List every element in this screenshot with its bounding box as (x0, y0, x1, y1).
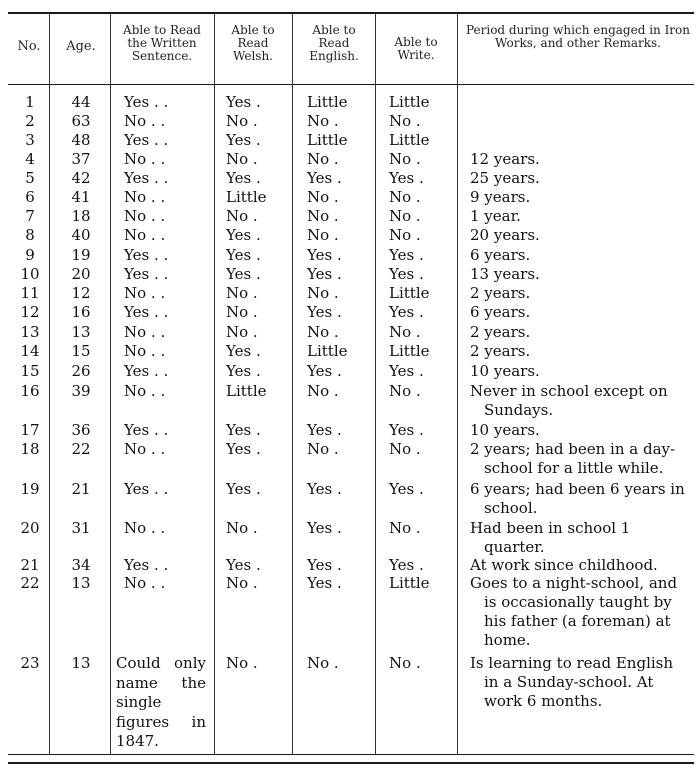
remark-line: 10 years. (470, 421, 540, 439)
row-read-welsh: Yes . (226, 556, 261, 574)
row-number: 8 (25, 226, 35, 244)
row-read-written: No . . (124, 112, 166, 130)
row-age: 13 (71, 323, 91, 341)
row-number: 15 (20, 362, 40, 380)
row-read-english: Yes . (307, 574, 342, 592)
row-write: No . (389, 112, 421, 130)
header-period: Period during which engaged in Iron Works, and other Remarks. (466, 23, 690, 50)
row-read-english: No . (307, 112, 339, 130)
row-write: No . (389, 207, 421, 225)
row-remarks (470, 207, 692, 226)
row-number: 6 (25, 188, 35, 206)
row-read-english: No . (307, 323, 339, 341)
remark-line: quarter. (484, 538, 545, 556)
row-read-english: Yes . (307, 303, 342, 321)
row-read-written: Could only name the single figures in 1847. (116, 654, 206, 750)
row-remarks (470, 246, 692, 265)
row-number: 20 (20, 519, 40, 537)
remark-line: school for a little while. (484, 459, 664, 477)
row-age: 39 (71, 382, 91, 400)
row-number: 4 (25, 150, 35, 168)
row-read-welsh: Little (226, 188, 267, 206)
row-read-english: Yes . (307, 169, 342, 187)
row-age: 63 (71, 112, 91, 130)
row-remarks (470, 382, 692, 420)
remark-line: 12 years. (470, 150, 540, 168)
row-number: 5 (25, 169, 35, 187)
row-read-welsh: No . (226, 323, 258, 341)
row-read-english: No . (307, 382, 339, 400)
row-write: Yes . (389, 556, 424, 574)
row-write: Yes . (389, 265, 424, 283)
row-number: 21 (20, 556, 40, 574)
row-read-welsh: Yes . (226, 421, 261, 439)
row-age: 40 (71, 226, 91, 244)
row-number: 12 (20, 303, 40, 321)
row-remarks (470, 421, 692, 440)
row-age: 41 (71, 188, 91, 206)
row-read-welsh: No . (226, 207, 258, 225)
row-read-written: No . . (124, 342, 166, 360)
remark-line: in a Sunday-school. At (484, 673, 654, 691)
row-read-written: Yes . . (124, 556, 169, 574)
row-read-written: Yes . . (124, 93, 169, 111)
row-write: Little (389, 574, 430, 592)
remark-line: school. (484, 499, 538, 517)
row-read-welsh: Yes . (226, 480, 261, 498)
row-read-written: No . . (124, 519, 166, 537)
row-read-english: Little (307, 342, 348, 360)
row-number: 19 (20, 480, 40, 498)
row-remarks (470, 574, 692, 650)
row-number: 14 (20, 342, 40, 360)
row-number: 10 (20, 265, 40, 283)
row-read-welsh: No . (226, 574, 258, 592)
row-read-welsh: Yes . (226, 362, 261, 380)
row-read-english: No . (307, 226, 339, 244)
row-write: Little (389, 342, 430, 360)
row-read-welsh: Yes . (226, 226, 261, 244)
row-remarks (470, 654, 692, 711)
row-read-written: No . . (124, 207, 166, 225)
remark-line: Goes to a night-school, and (470, 574, 678, 592)
remark-line: Never in school except on (470, 382, 668, 400)
row-read-welsh: No . (226, 303, 258, 321)
remark-line: 6 years. (470, 246, 531, 264)
row-read-english: No . (307, 188, 339, 206)
row-read-written: No . . (124, 574, 166, 592)
remark-line: 2 years. (470, 342, 531, 360)
row-remarks (470, 169, 692, 188)
row-number: 1 (25, 93, 35, 111)
row-write: Yes . (389, 362, 424, 380)
row-write: Little (389, 131, 430, 149)
row-age: 13 (71, 654, 91, 672)
header-read-english: Able to Read English. (309, 23, 359, 63)
remark-line: 9 years. (470, 188, 531, 206)
remark-line: 1 year. (470, 207, 521, 225)
row-read-english: No . (307, 150, 339, 168)
remark-line: At work since childhood. (470, 556, 658, 574)
row-read-written: No . . (124, 226, 166, 244)
row-read-english: Yes . (307, 519, 342, 537)
row-age: 12 (71, 284, 91, 302)
row-write: No . (389, 188, 421, 206)
row-read-welsh: Yes . (226, 440, 261, 458)
row-age: 16 (71, 303, 91, 321)
row-remarks (470, 556, 692, 575)
row-read-written: No . . (124, 382, 166, 400)
row-write: No . (389, 440, 421, 458)
row-read-written: Yes . . (124, 362, 169, 380)
row-number: 7 (25, 207, 35, 225)
remark-line: Had been in school 1 (470, 519, 631, 537)
row-remarks (470, 480, 692, 518)
row-read-english: Little (307, 93, 348, 111)
row-read-written: Yes . . (124, 265, 169, 283)
row-write: No . (389, 519, 421, 537)
header-read-written: Able to Read the Written Sentence. (123, 23, 201, 63)
row-write: Little (389, 93, 430, 111)
row-number: 11 (20, 284, 40, 302)
row-read-english: No . (307, 654, 339, 672)
row-age: 15 (71, 342, 91, 360)
remark-line: 2 years. (470, 284, 531, 302)
row-read-welsh: Yes . (226, 131, 261, 149)
remark-line: work 6 months. (484, 692, 603, 710)
row-write: Yes . (389, 169, 424, 187)
row-number: 17 (20, 421, 40, 439)
remark-line: 6 years; had been 6 years in (470, 480, 685, 498)
col-rule-2 (110, 14, 111, 754)
row-write: No . (389, 382, 421, 400)
row-number: 2 (25, 112, 35, 130)
row-remarks (470, 342, 692, 361)
row-read-written: Yes . . (124, 169, 169, 187)
row-read-welsh: No . (226, 654, 258, 672)
col-rule-4 (292, 14, 293, 754)
header-write: Able to Write. (394, 35, 438, 62)
row-remarks (470, 188, 692, 207)
row-write: No . (389, 654, 421, 672)
row-read-written: No . . (124, 284, 166, 302)
row-read-welsh: Little (226, 382, 267, 400)
row-age: 19 (71, 246, 91, 264)
row-remarks (470, 303, 692, 322)
row-read-english: Yes . (307, 265, 342, 283)
row-read-english: Little (307, 131, 348, 149)
row-age: 22 (71, 440, 91, 458)
remark-line: 20 years. (470, 226, 540, 244)
remark-line: 13 years. (470, 265, 540, 283)
row-age: 26 (71, 362, 91, 380)
row-remarks (470, 362, 692, 381)
row-read-english: No . (307, 440, 339, 458)
row-read-welsh: No . (226, 284, 258, 302)
remark-line: home. (484, 631, 531, 649)
row-read-english: Yes . (307, 362, 342, 380)
row-read-written: No . . (124, 188, 166, 206)
row-write: No . (389, 226, 421, 244)
bottom-double-rule (8, 762, 694, 764)
row-age: 20 (71, 265, 91, 283)
col-rule-6 (457, 14, 458, 754)
row-read-english: Yes . (307, 421, 342, 439)
row-age: 13 (71, 574, 91, 592)
row-read-welsh: Yes . (226, 169, 261, 187)
remark-line: his father (a foreman) at (484, 612, 671, 630)
remark-line: 2 years. (470, 323, 531, 341)
remark-line: 25 years. (470, 169, 540, 187)
row-read-welsh: Yes . (226, 342, 261, 360)
row-number: 22 (20, 574, 40, 592)
row-write: Little (389, 284, 430, 302)
row-age: 48 (71, 131, 91, 149)
row-remarks (470, 284, 692, 303)
row-age: 21 (71, 480, 91, 498)
row-number: 23 (20, 654, 40, 672)
row-read-welsh: Yes . (226, 246, 261, 264)
row-write: No . (389, 323, 421, 341)
header-read-welsh: Able to Read Welsh. (231, 23, 275, 63)
row-number: 18 (20, 440, 40, 458)
row-remarks (470, 265, 692, 284)
row-remarks (470, 440, 692, 478)
row-age: 34 (71, 556, 91, 574)
row-remarks (470, 323, 692, 342)
row-read-english: Yes . (307, 556, 342, 574)
row-age: 42 (71, 169, 91, 187)
remark-line: 2 years; had been in a day- (470, 440, 676, 458)
row-read-welsh: No . (226, 150, 258, 168)
remark-line: Sundays. (484, 401, 554, 419)
row-age: 44 (71, 93, 91, 111)
row-write: Yes . (389, 303, 424, 321)
row-age: 36 (71, 421, 91, 439)
header-no: No. (17, 39, 41, 54)
row-number: 9 (25, 246, 35, 264)
row-read-english: Yes . (307, 246, 342, 264)
row-read-written: Yes . . (124, 131, 169, 149)
row-write: No . (389, 150, 421, 168)
row-age: 37 (71, 150, 91, 168)
row-write: Yes . (389, 480, 424, 498)
col-rule-3 (214, 14, 215, 754)
remark-line: is occasionally taught by (484, 593, 672, 611)
row-number: 13 (20, 323, 40, 341)
row-remarks (470, 226, 692, 245)
row-number: 3 (25, 131, 35, 149)
remark-line: Is learning to read English (470, 654, 674, 672)
row-read-written: Yes . . (124, 303, 169, 321)
row-number: 16 (20, 382, 40, 400)
col-rule-5 (375, 14, 376, 754)
row-remarks (470, 519, 692, 557)
row-read-welsh: No . (226, 112, 258, 130)
row-read-written: Yes . . (124, 480, 169, 498)
row-read-welsh: Yes . (226, 265, 261, 283)
row-read-welsh: Yes . (226, 93, 261, 111)
row-read-written: No . . (124, 323, 166, 341)
row-read-written: No . . (124, 440, 166, 458)
header-age: Age. (66, 39, 96, 54)
row-write: Yes . (389, 246, 424, 264)
row-read-written: No . . (124, 150, 166, 168)
row-age: 31 (71, 519, 91, 537)
row-read-english: No . (307, 284, 339, 302)
row-write: Yes . (389, 421, 424, 439)
row-remarks (470, 150, 692, 169)
row-read-written: Yes . . (124, 246, 169, 264)
bottom-rule (8, 754, 694, 755)
row-age: 18 (71, 207, 91, 225)
row-read-written: Yes . . (124, 421, 169, 439)
row-read-english: Yes . (307, 480, 342, 498)
remark-line: 6 years. (470, 303, 531, 321)
row-read-welsh: No . (226, 519, 258, 537)
row-read-english: No . (307, 207, 339, 225)
remark-line: 10 years. (470, 362, 540, 380)
